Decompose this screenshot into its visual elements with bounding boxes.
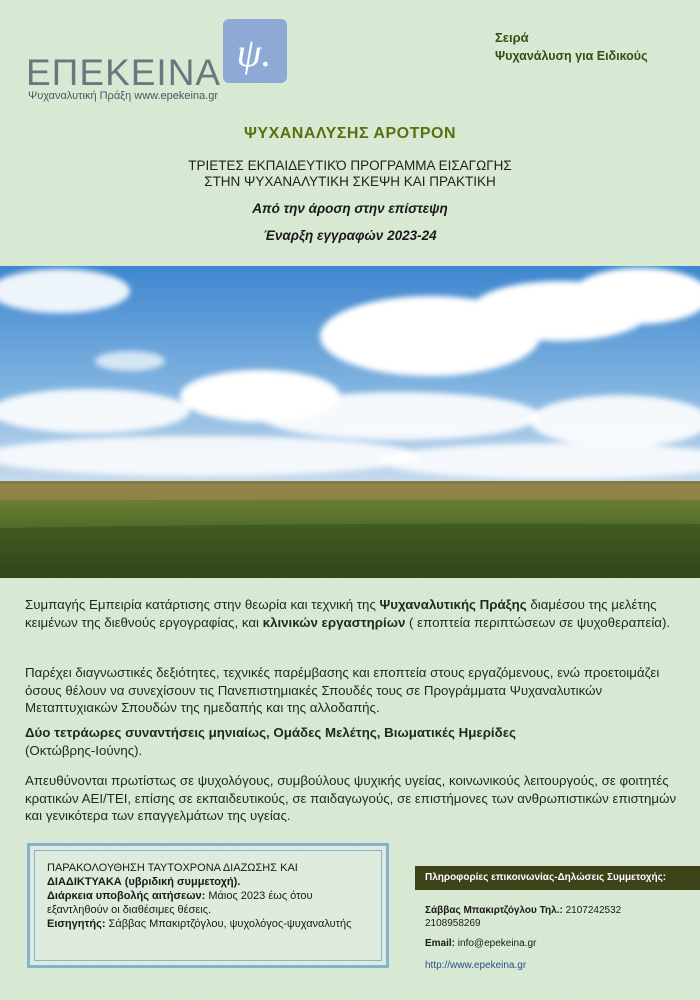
program-subtitle-line1: ΤΡΙΕΤΕΣ ΕΚΠΑΙΔΕΥΤΙΚΌ ΠΡΟΓΡΑΜΜΑ ΕΙΣΑΓΩΓΗΣ <box>188 158 512 173</box>
speaker: Εισηγητής: Σάββας Μπακιρτζόγλου, ψυχολόγος-ψυχαναλυτής <box>47 918 352 930</box>
program-title: ΨΥΧΑΝΑΛΥΣΗΣ ΑΡΟΤΡΟΝ <box>243 125 457 142</box>
contact-website-link[interactable]: http://www.epekeina.gr <box>425 960 527 971</box>
paragraph-meetings: Δύο τετράωρες συναντήσεις μηνιαίως, Ομάδες Μελέτης, Βιωματικές Ημερίδες (Οκτώβρης-Ιούνης). <box>25 725 516 758</box>
application-deadline: Διάρκεια υποβολής αιτήσεων: Μάιος 2023 έως ότου εξαντληθούν οι διαθέσιμες θέσεις. <box>47 890 313 916</box>
enrollment-notice: Έναρξη εγγραφών 2023-24 <box>263 228 437 243</box>
program-subtitle-line2: ΣΤΗΝ ΨΥΧΑΝΑΛΥΤΙΚΗ ΣΚΕΨΗ ΚΑΙ ΠΡΑΚΤΙΚΗ <box>204 174 496 189</box>
series-name: Ψυχανάλυση για Ειδικούς <box>495 49 648 63</box>
paragraph-audience: Απευθύνονται πρωτίστως σε ψυχολόγους, συμβούλους ψυχικής υγείας, κοινωνικούς λειτουργούς, σε φοιτητές κρατικών ΑΕΙ/ΤΕΙ, επίσης σε εκπαιδευτικούς, σε παιδαγωγούς, σε επιστήμονες των ανθρωπιστικών επιστημών και γενικότερα των επαγγελμάτων της υγείας. <box>25 773 677 823</box>
logo-text: ΕΠΕΚΕΙΝΑ <box>26 52 222 93</box>
contact-email[interactable]: Email: info@epekeina.gr <box>425 938 537 949</box>
series-title: Σειρά <box>495 30 529 45</box>
attendance-line2: ΔΙΑΔΙΚΤΥΑΚΑ (υβριδική συμμετοχή). <box>47 876 241 888</box>
paragraph-skills: Παρέχει διαγνωστικές δεξιότητες, τεχνικές παρέμβασης και εποπτεία στους εργαζόμενους, ενώ προετοιμάζει όσους θέλουν να συνεχίσουν τις Πανεπιστημιακές Σπουδές τους σε Προγράμματα Ψυχαναλυτικών Μεταπτυχιακών Σπουδών της ημεδαπής και της αλλοδαπής. <box>25 665 660 715</box>
contact-person: Σάββας Μπακιρτζόγλου Τηλ.: 2107242532 2108958269 <box>425 905 622 929</box>
landscape-field-image <box>0 266 700 578</box>
logo-badge-text: ψ. <box>236 30 272 75</box>
logo-psi-badge-icon <box>220 16 290 86</box>
contact-header: Πληροφορίες επικοινωνίας-Δηλώσεις Συμμετοχής: <box>415 866 700 890</box>
paragraph-training: Συμπαγής Εμπειρία κατάρτισης στην θεωρία και τεχνική της Ψυχαναλυτικής Πράξης διαμέσου της μελέτης κειμένων της διεθνούς εργογραφίας, και κλινικών εργαστηρίων ( εποπτεία περιπτώσεων σε ψυχοθεραπεία). <box>25 597 671 630</box>
program-tagline: Από την άροση στην επίστεψη <box>252 201 448 216</box>
attendance-info-box <box>27 843 389 968</box>
logo-subtitle: Ψυχαναλυτική Πράξη www.epekeina.gr <box>28 90 219 102</box>
attendance-line1: ΠΑΡΑΚΟΛΟΥΘΗΣΗ ΤΑΥΤΟΧΡΟΝΑ ΔΙΑΖΩΣΗΣ ΚΑΙ <box>47 862 298 874</box>
